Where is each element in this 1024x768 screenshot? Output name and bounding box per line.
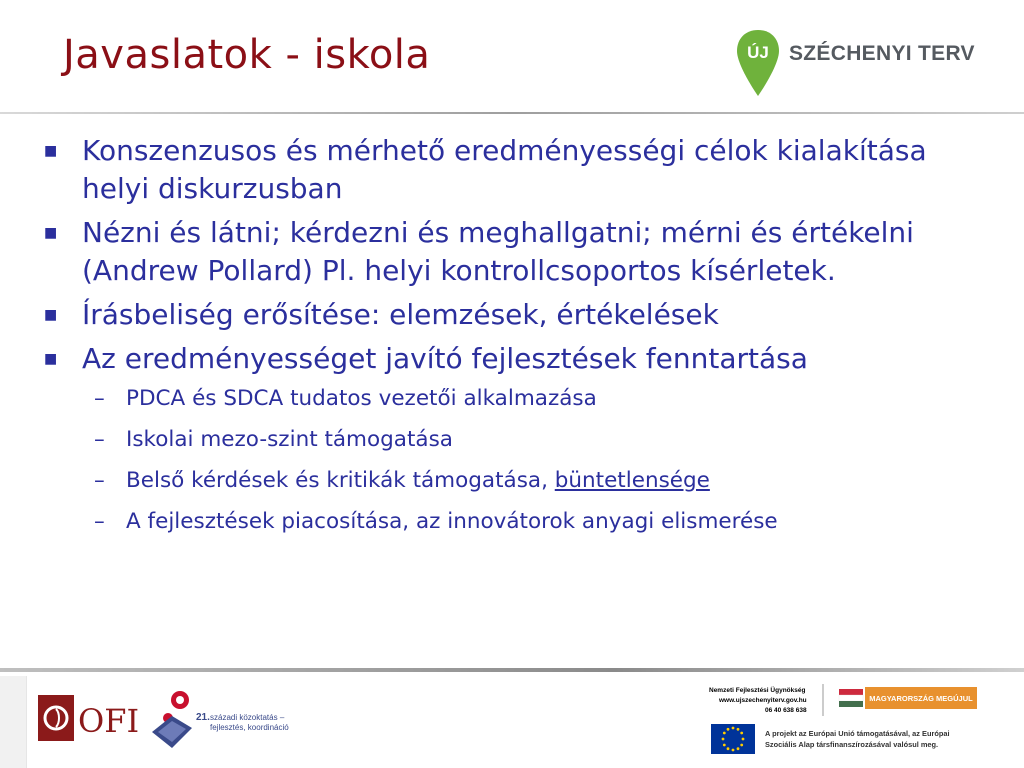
eu-funding-block (705, 680, 1005, 762)
bullet-item (40, 296, 990, 334)
bullet-item (40, 340, 990, 378)
hungarian-flag-icon (839, 689, 863, 707)
eu-text-line1: A projekt az Európai Unió támogatásával, az Európai (765, 729, 950, 738)
sub-bullet-item (40, 466, 990, 496)
footer-divider (0, 668, 1024, 672)
sub-bullet-text: A fejlesztések piacosítása, az innovátorok anyagi elismerése (126, 509, 778, 534)
eu-text-line2: Szociális Alap társfinanszírozásával valósul meg. (765, 740, 939, 749)
brand-text: SZÉCHENYI TERV (789, 42, 975, 65)
k21-line2: fejlesztés, koordináció (210, 723, 289, 732)
sub-bullet-text: Belső kérdések és kritikák támogatása, (126, 468, 555, 493)
slide-title: Javaslatok - iskola (63, 32, 431, 78)
bullet-text: Az eredményességet javító fejlesztések fenntartása (82, 342, 808, 375)
bullet-text: Írásbeliség erősítése: elemzések, értékelések (82, 298, 719, 331)
badge-text: ÚJ (747, 43, 769, 62)
bullet-text: Nézni és látni; kérdezni és meghallgatni; mérni és értékelni (Andrew Pollard) Pl. helyi kontrollcsoportos kísérletek. (82, 216, 914, 287)
sub-bullet-text: PDCA és SDCA tudatos vezetői alkalmazása (126, 386, 597, 411)
dash-bullet: – (94, 468, 105, 493)
nfu-name: Nemzeti Fejlesztési Ügynökség (709, 687, 806, 694)
nfu-phone: 06 40 638 638 (765, 707, 807, 714)
sub-bullet-item (40, 425, 990, 455)
dash-bullet: – (94, 509, 105, 534)
bullet-list (40, 132, 990, 548)
sub-bullet-text: Iskolai mezo-szint támogatása (126, 427, 453, 452)
eu-flag-icon (711, 724, 755, 754)
dash-bullet: – (94, 386, 105, 411)
k21-line1: századi közoktatás – (210, 713, 285, 722)
hu-slogan: MAGYARORSZÁG MEGÚJUL (869, 694, 973, 703)
square-bullet-icon: ■ (44, 143, 58, 159)
square-bullet-icon: ■ (44, 351, 58, 367)
square-bullet-icon: ■ (44, 225, 58, 241)
header-divider (0, 112, 1024, 114)
dash-bullet: – (94, 427, 105, 452)
szechenyi-terv-logo (735, 28, 975, 100)
map-pin-icon (735, 28, 781, 98)
kozoktatas-21-logo (148, 688, 323, 752)
ofi-logo (38, 695, 140, 741)
nfu-web: www.ujszechenyiterv.gov.hu (719, 697, 807, 704)
k21-number: 21. (196, 712, 210, 723)
square-bullet-icon: ■ (44, 307, 58, 323)
bullet-item (40, 214, 990, 290)
bullet-item (40, 132, 990, 208)
sub-bullet-item (40, 384, 990, 414)
ofi-text: OFI (78, 702, 140, 740)
sub-bullet-item (40, 507, 990, 537)
buntetlensege-link[interactable]: büntetlensége (554, 468, 710, 493)
footer-left-strip (0, 676, 27, 768)
bullet-text: Konszenzusos és mérhető eredményességi célok kialakítása helyi diskurzusban (82, 134, 927, 205)
